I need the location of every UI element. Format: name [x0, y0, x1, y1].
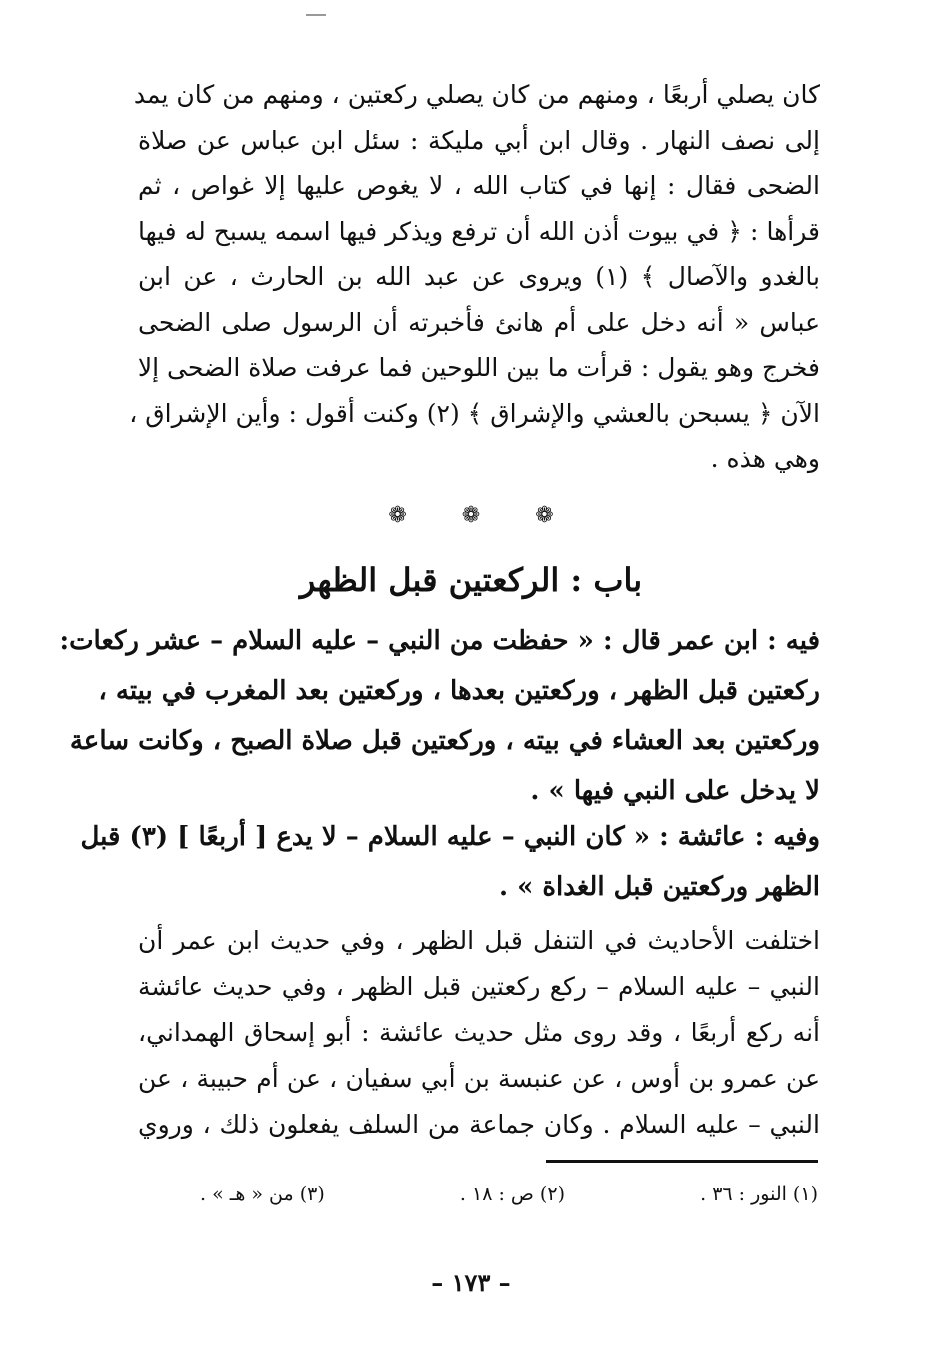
- flower-ornament-icon: ❁: [388, 503, 407, 528]
- footnote-3: (٣) من « هـ » .: [200, 1183, 325, 1205]
- text-line: قرأها : ﴿ في بيوت أذن الله أن ترفع ويذكر فيها اسمه يسبح له فيها: [138, 216, 820, 246]
- page-number: – ١٧٣ –: [431, 1268, 511, 1297]
- text-line: اختلفت الأحاديث في التنفل قبل الظهر ، وفي حديث ابن عمر أن: [138, 926, 820, 955]
- text-line: فيه : ابن عمر قال : « حفظت من النبي – عليه السلام – عشر ركعات:: [59, 626, 820, 656]
- intro-paragraph: [129, 72, 820, 482]
- footnote-1: (١) النور : ٣٦ .: [700, 1183, 818, 1205]
- text-line: وفيه : عائشة : « كان النبي – عليه السلام – لا يدع [ أربعًا ] (٣) قبل: [80, 822, 820, 852]
- text-line: النبي – عليه السلام . وكان جماعة من السلف يفعلون ذلك ، وروي: [138, 1110, 820, 1139]
- text-line: بالغدو والآصال ﴾ (١) ويروى عن عبد الله بن الحارث ، عن ابن: [138, 262, 820, 291]
- hadith-paragraph-aisha: [80, 812, 820, 912]
- footnotes: [200, 1176, 818, 1212]
- footnote-divider: [546, 1160, 818, 1163]
- text-line: عباس « أنه دخل على أم هانئ فأخبرته أن الرسول صلى الضحى: [138, 307, 820, 337]
- text-line: عن عمرو بن أوس ، عن عنبسة بن أبي سفيان ، عن أم حبيبة ، عن: [138, 1064, 820, 1093]
- text-line: الآن ﴿ يسبحن بالعشي والإشراق ﴾ (٢) وكنت أقول : وأين الإشراق ،: [129, 398, 820, 428]
- commentary-paragraph: [138, 918, 820, 1148]
- text-line: الظهر وركعتين قبل الغداة » .: [498, 872, 820, 902]
- text-line: لا يدخل على النبي فيها » .: [530, 776, 820, 806]
- footnote-2: (٢) ص : ١٨ .: [459, 1183, 565, 1205]
- text-line: وهي هذه .: [710, 444, 820, 473]
- text-line: إلى نصف النهار . وقال ابن أبي مليكة : سئل ابن عباس عن صلاة: [138, 125, 820, 155]
- flower-ornament-icon: ❁: [535, 503, 554, 528]
- scan-mark: [306, 14, 326, 16]
- text-line: فخرج وهو يقول : قرأت ما بين اللوحين فما عرفت صلاة الضحى إلا: [137, 353, 820, 382]
- text-line: كان يصلي أربعًا ، ومنهم من كان يصلي ركعتين ، ومنهم من كان يمد: [133, 80, 820, 109]
- hadith-paragraph-ibn-umar: [59, 616, 820, 816]
- section-separator: [0, 503, 942, 528]
- text-line: الضحى فقال : إنها في كتاب الله ، لا يغوص عليها إلا غواص ، ثم: [138, 171, 820, 200]
- flower-ornament-icon: ❁: [461, 503, 481, 528]
- chapter-heading: باب : الركعتين قبل الظهر: [299, 561, 643, 599]
- text-line: أنه ركع أربعًا ، وقد روى مثل حديث عائشة : أبو إسحاق الهمداني،: [138, 1018, 820, 1047]
- text-line: النبي – عليه السلام – ركع ركعتين قبل الظهر ، وفي حديث عائشة: [138, 972, 820, 1001]
- text-line: وركعتين بعد العشاء في بيته ، وركعتين قبل صلاة الصبح ، وكانت ساعة: [69, 726, 820, 756]
- text-line: ركعتين قبل الظهر ، وركعتين بعدها ، وركعتين بعد المغرب في بيته ،: [98, 676, 820, 706]
